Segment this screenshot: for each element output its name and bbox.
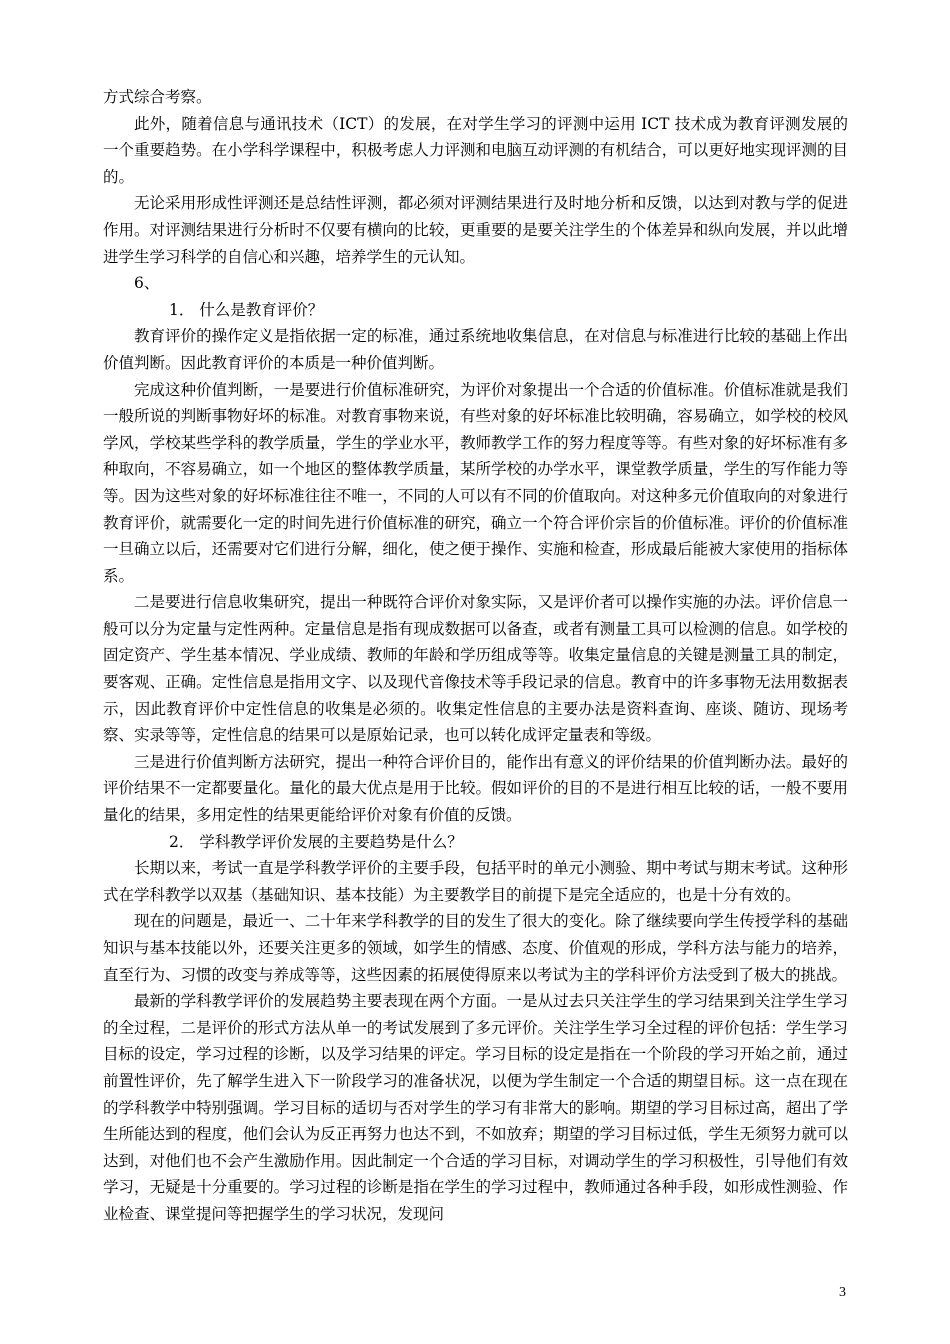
page-number: 3	[839, 1285, 846, 1300]
paragraph-ict-trend: 此外，随着信息与通讯技术（ICT）的发展，在对学生学习的评测中运用 ICT 技术成为教育评测发展的一个重要趋势。在小学科学课程中，积极考虑人力评测和电脑互动评测的有机结合，可以更好地实现评测的目的。	[103, 114, 848, 186]
paragraph-latest-trends: 最新的学科教学评价的发展趋势主要表现在两个方面。一是从过去只关注学生的学习结果到关注学生学习的全过程，二是评价的形式方法从单一的考试发展到了多元评价。关注学生学习全过程的评价包括：学生学习目标的设定，学习过程的诊断，以及学习结果的评定。学习目标的设定是指在一个阶段的学习开始之前，通过前置性评价，先了解学生进入下一阶段学习的准备状况，以便为学生制定一个合适的期望目标。这一点在现在的学科教学中特别强调。学习目标的适切与否对学生的学习有非常大的影响。期望的学习目标过高，超出了学生所能达到的程度，他们会认为反正再努力也达不到，不如放弃；期望的学习目标过低，学生无须努力就可以达到，对他们也不会产生激励作用。因此制定一个合适的学习目标，对调动学生的学习积极性，引导他们有效学习，无疑是十分重要的。学习过程的诊断是指在学生的学习过程中，教师通过各种手段，如形成性测验、作业检查、课堂提问等把握学生的学习状况，发现问	[103, 992, 848, 1223]
question-heading-1: 1． 什么是教育评价？	[169, 300, 324, 319]
paragraph-current-problem: 现在的问题是，最近一、二十年来学科教学的目的发生了很大的变化。除了继续要向学生传授学科的基础知识与基本技能以外，还要关注更多的领域，如学生的情感、态度、价值观的形成，学科方法与能力的培养，直至行为、习惯的改变与养成等等，这些因素的拓展使得原来以考试为主的学科评价方法受到了极大的挑战。	[103, 912, 848, 984]
paragraph-exams: 长期以来，考试一直是学科教学评价的主要手段，包括平时的单元小测验、期中考试与期末考试。这种形式在学科教学以双基（基础知识、基本技能）为主要教学目的前提下是完全适应的，也是十分有效的。	[103, 859, 848, 904]
paragraph-definition: 教育评价的操作定义是指依据一定的标准，通过系统地收集信息，在对信息与标准进行比较的基础上作出价值判断。因此教育评价的本质是一种价值判断。	[103, 327, 848, 372]
section-number: 6、	[134, 274, 160, 293]
paragraph-feedback: 无论采用形成性评测还是总结性评测，都必须对评测结果进行及时地分析和反馈，以达到对教与学的促进作用。对评测结果进行分析时不仅要有横向的比较，更重要的是要关注学生的个体差异和纵向发展，并以此增进学生学习科学的自信心和兴趣，培养学生的元认知。	[103, 194, 848, 266]
paragraph-judgment-method: 三是进行价值判断方法研究，提出一种符合评价目的，能作出有意义的评价结果的价值判断办法。最好的评价结果不一定都要量化。量化的最大优点是用于比较。假如评价的目的不是进行相互比较的话，一般不要用量化的结果，多用定性的结果更能给评价对象有价值的反馈。	[103, 752, 848, 825]
paragraph-continuation: 方式综合考察。	[103, 88, 212, 106]
document-page	[103, 84, 848, 1228]
question-heading-2: 2． 学科教学评价发展的主要趋势是什么？	[169, 832, 463, 851]
paragraph-info-collection: 二是要进行信息收集研究，提出一种既符合评价对象实际，又是评价者可以操作实施的办法。评价信息一般可以分为定量与定性两种。定量信息是指有现成数据可以备查，或者有测量工具可以检测的信息。如学校的固定资产、学生基本情况、学业成绩、教师的年龄和学历组成等等。收集定量信息的关键是测量工具的制定，要客观、正确。定性信息是指用文字、以及现代音像技术等手段记录的信息。教育中的许多事物无法用数据表示，因此教育评价中定性信息的收集是必须的。收集定性信息的主要办法是资料查询、座谈、随访、现场考察、实录等等，定性信息的结果可以是原始记录，也可以转化成评定量表和等级。	[103, 593, 848, 745]
paragraph-value-standard: 完成这种价值判断，一是要进行价值标准研究，为评价对象提出一个合适的价值标准。价值标准就是我们一般所说的判断事物好坏的标准。对教育事物来说，有些对象的好坏标准比较明确，容易确立，如学校的校风学风，学校某些学科的教学质量，学生的学业水平，教师教学工作的努力程度等等。有些对象的好坏标准有多种取向，不容易确立，如一个地区的整体教学质量，某所学校的办学水平，课堂教学质量，学生的写作能力等等。因为这些对象的好坏标准往往不唯一，不同的人可以有不同的价值取向。对这种多元价值取向的对象进行教育评价，就需要化一定的时间先进行价值标准的研究，确立一个符合评价宗旨的价值标准。评价的价值标准一旦确立以后，还需要对它们进行分解，细化，使之便于操作、实施和检查，形成最后能被大家使用的指标体系。	[103, 380, 848, 585]
